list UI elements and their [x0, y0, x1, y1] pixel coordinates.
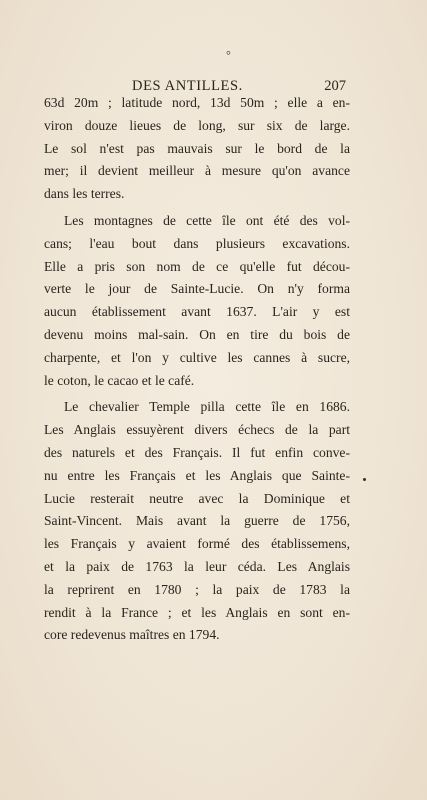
text-line: verte le jour de Sainte-Lucie. On n'y forma	[44, 281, 350, 297]
text-line: Le chevalier Temple pilla cette île en 1686.	[64, 399, 350, 415]
running-title: DES ANTILLES.	[132, 78, 243, 94]
text-line: mer; il devient meilleur à mesure qu'on avance	[44, 163, 350, 179]
ink-speck	[363, 478, 366, 481]
paragraph	[44, 210, 350, 392]
text-line: Lucie resterait neutre avec la Dominique et	[44, 490, 350, 506]
text-line: les Français y avaient formé des établissemens,	[44, 536, 350, 552]
text-line: devenu moins mal-sain. On en tire du bois de	[44, 326, 350, 342]
text-line: Saint-Vincent. Mais avant la guerre de 1756,	[44, 513, 350, 529]
page-number: 207	[324, 78, 346, 94]
paragraph	[44, 92, 350, 206]
printer-mark: °	[226, 48, 231, 62]
text-line: le coton, le cacao et le café.	[44, 372, 195, 388]
text-line: et la paix de 1763 la leur céda. Les Anglais	[44, 558, 350, 574]
text-line: des naturels et des Français. Il fut enfin conve-	[44, 444, 350, 460]
text-line: core redevenus maîtres en 1794.	[44, 627, 220, 643]
text-line: cans; l'eau bout dans plusieurs excavations.	[44, 235, 350, 251]
paragraph	[44, 396, 350, 647]
text-line: nu entre les Français et les Anglais que Sainte-	[44, 467, 350, 483]
text-line: Le sol n'est pas mauvais sur le bord de la	[44, 140, 350, 156]
text-line: 63d 20m ; latitude nord, 13d 50m ; elle a en-	[44, 95, 350, 110]
text-line: aucun établissement avant 1637. L'air y est	[44, 304, 350, 320]
text-line: Les Anglais essuyèrent divers échecs de la part	[44, 422, 350, 438]
body-text	[44, 92, 350, 651]
text-line: la reprirent en 1780 ; la paix de 1783 la	[44, 581, 350, 597]
text-line: dans les terres.	[44, 186, 125, 202]
text-line: rendit à la France ; et les Anglais en sont en-	[44, 604, 350, 620]
text-line: Les montagnes de cette île ont été des vol-	[64, 212, 350, 228]
text-line: Elle a pris son nom de ce qu'elle fut décou-	[44, 258, 350, 274]
text-line: charpente, et l'on y cultive les cannes à sucre,	[44, 349, 350, 365]
text-line: viron douze lieues de long, sur six de large.	[44, 117, 350, 133]
